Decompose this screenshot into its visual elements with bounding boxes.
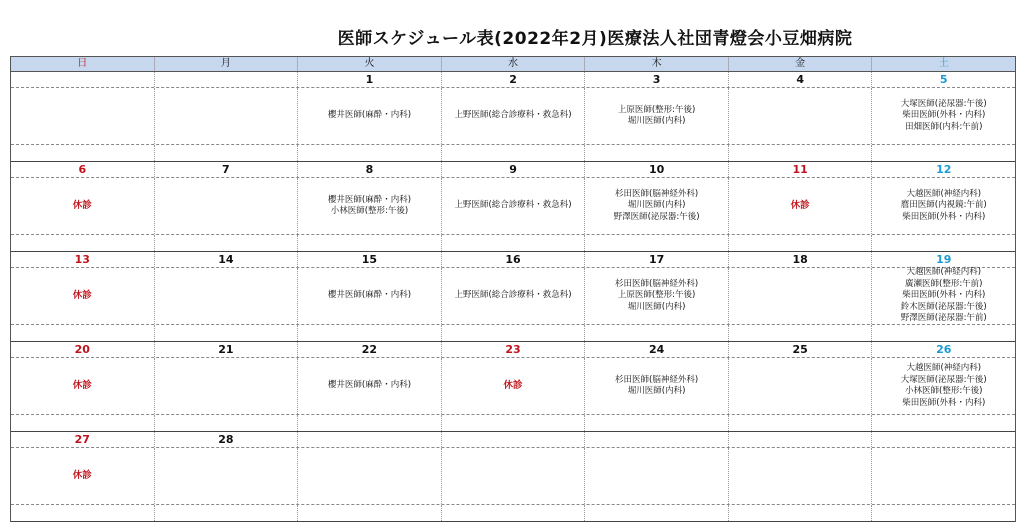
spacer-cell <box>11 505 155 521</box>
spacer-cell <box>298 415 442 431</box>
doctor-entry: 堀川医師(内科) <box>627 386 686 396</box>
date-number: 11 <box>729 162 873 177</box>
closed-label: 休診 <box>790 200 810 212</box>
doctor-entry: 麿田医師(内視鏡:午前) <box>900 200 987 211</box>
day-cell <box>729 358 873 414</box>
calendar-grid <box>10 56 1016 522</box>
spacer-cell <box>872 145 1015 161</box>
date-number: 8 <box>298 162 442 177</box>
spacer-cell <box>872 415 1015 431</box>
day-cell <box>872 448 1015 504</box>
spacer-cell <box>11 415 155 431</box>
date-number: 12 <box>936 163 952 176</box>
date-number <box>155 72 299 87</box>
spacer-cell <box>729 415 873 431</box>
week-schedule-row <box>11 358 1015 415</box>
doctor-entry: 堀川医師(内科) <box>627 116 686 126</box>
spacer-cell <box>442 505 586 521</box>
weekday-monday: 月 <box>155 57 299 71</box>
day-cell <box>298 178 442 234</box>
doctor-entry: 上野医師(総合診療科・救急科) <box>454 290 572 301</box>
spacer-cell <box>585 325 729 341</box>
day-cell <box>872 178 1015 234</box>
weekday-header <box>11 57 1015 72</box>
closed-label: 休診 <box>72 200 92 212</box>
date-number: 4 <box>729 72 873 87</box>
date-number <box>585 432 729 447</box>
date-number: 28 <box>155 432 299 447</box>
day-cell <box>872 268 1015 324</box>
doctor-entry: 上原医師(整形:午後) <box>617 104 696 115</box>
spacer-cell <box>729 505 873 521</box>
week-spacer-row <box>11 505 1015 521</box>
day-cell <box>442 358 586 414</box>
date-number: 26 <box>936 343 952 356</box>
doctor-entry: 野澤医師(泌尿器:午前) <box>900 313 987 324</box>
spacer-cell <box>155 325 299 341</box>
week-schedule-row <box>11 178 1015 235</box>
spacer-cell <box>298 505 442 521</box>
date-number: 7 <box>155 162 299 177</box>
weekday-saturday: 土 <box>938 58 949 69</box>
spacer-cell <box>11 235 155 251</box>
closed-label: 休診 <box>72 470 92 482</box>
spacer-cell <box>11 325 155 341</box>
page-title: 医師スケジュール表(2022年2月)医療法人社団青燈会小豆畑病院 <box>337 29 853 49</box>
week-date-row <box>11 252 1015 268</box>
spacer-cell <box>585 415 729 431</box>
doctor-entry: 柴田医師(外科・内科) <box>902 211 986 222</box>
doctor-entry: 大塚医師(泌尿器:午後) <box>900 98 987 109</box>
day-cell <box>872 358 1015 414</box>
date-number <box>11 72 155 87</box>
date-number: 3 <box>585 72 729 87</box>
day-cell <box>442 88 586 144</box>
day-cell <box>442 178 586 234</box>
day-cell <box>155 178 299 234</box>
date-number: 10 <box>585 162 729 177</box>
week-schedule-row <box>11 268 1015 325</box>
closed-label: 休診 <box>72 290 92 302</box>
day-cell <box>585 88 729 144</box>
doctor-entry: 大越医師(神経内科) <box>906 363 982 373</box>
day-cell <box>155 268 299 324</box>
day-cell <box>11 358 155 414</box>
doctor-entry: 小林医師(整形:午後) <box>330 206 409 216</box>
spacer-cell <box>298 145 442 161</box>
doctor-entry: 上原医師(整形:午後) <box>617 290 696 301</box>
weekday-friday: 金 <box>729 57 873 71</box>
doctor-entry: 大越医師(神経内科) <box>906 267 982 278</box>
date-number: 9 <box>442 162 586 177</box>
day-cell <box>11 448 155 504</box>
week-spacer-row <box>11 415 1015 431</box>
date-number: 13 <box>11 252 155 267</box>
day-cell <box>155 88 299 144</box>
day-cell <box>11 178 155 234</box>
date-number <box>729 432 873 447</box>
calendar-weeks <box>11 72 1015 522</box>
day-cell <box>729 88 873 144</box>
doctor-entry: 櫻井医師(麻酔・内科) <box>327 380 412 391</box>
doctor-entry: 柴田医師(外科・内科) <box>902 397 986 408</box>
date-number: 23 <box>442 342 586 357</box>
date-number <box>298 432 442 447</box>
doctor-entry: 杉田医師(脳神経外科) <box>615 188 699 199</box>
day-cell <box>298 358 442 414</box>
week-spacer-row <box>11 235 1015 251</box>
doctor-entry: 杉田医師(脳神経外科) <box>615 278 699 289</box>
day-cell <box>442 448 586 504</box>
doctor-entry: 櫻井医師(麻酔・内科) <box>327 290 412 301</box>
spacer-cell <box>155 145 299 161</box>
date-number: 15 <box>298 252 442 267</box>
calendar-week <box>11 162 1015 252</box>
doctor-entry: 廣瀬医師(整形:午前) <box>905 278 983 289</box>
day-cell <box>585 268 729 324</box>
spacer-cell <box>155 415 299 431</box>
week-spacer-row <box>11 325 1015 341</box>
doctor-entry: 大越医師(神経内科) <box>906 188 982 199</box>
date-number: 20 <box>11 342 155 357</box>
day-cell <box>155 448 299 504</box>
day-cell <box>442 268 586 324</box>
date-number: 18 <box>729 252 873 267</box>
spacer-cell <box>872 325 1015 341</box>
day-cell <box>585 448 729 504</box>
weekday-wednesday: 水 <box>442 57 586 71</box>
weekday-thursday: 木 <box>585 57 729 71</box>
date-number: 14 <box>155 252 299 267</box>
weekday-sunday: 日 <box>11 57 155 71</box>
doctor-entry: 柴田医師(外科・内科) <box>902 290 986 301</box>
doctor-entry: 大塚医師(泌尿器:午後) <box>900 374 987 385</box>
day-cell <box>11 88 155 144</box>
day-cell <box>729 178 873 234</box>
week-schedule-row <box>11 448 1015 505</box>
day-cell <box>298 268 442 324</box>
doctor-entry: 鈴木医師(泌尿器:午後) <box>900 301 987 312</box>
doctor-entry: 小林医師(整形:午後) <box>905 386 983 396</box>
spacer-cell <box>872 235 1015 251</box>
spacer-cell <box>872 505 1015 521</box>
date-number: 25 <box>729 342 873 357</box>
calendar-week <box>11 252 1015 342</box>
spacer-cell <box>442 325 586 341</box>
doctor-entry: 野澤医師(泌尿器:午後) <box>613 211 700 222</box>
week-date-row <box>11 72 1015 88</box>
week-date-row <box>11 432 1015 448</box>
day-cell <box>872 88 1015 144</box>
date-number: 2 <box>442 72 586 87</box>
doctor-entry: 上野医師(総合診療科・救急科) <box>454 110 572 121</box>
day-cell <box>11 268 155 324</box>
day-cell <box>298 448 442 504</box>
spacer-cell <box>298 235 442 251</box>
date-number: 24 <box>585 342 729 357</box>
date-number: 17 <box>585 252 729 267</box>
date-number: 27 <box>11 432 155 447</box>
date-number: 22 <box>298 342 442 357</box>
week-date-row <box>11 162 1015 178</box>
date-number: 19 <box>936 253 952 266</box>
weekday-tuesday: 火 <box>298 57 442 71</box>
closed-label: 休診 <box>72 380 92 392</box>
day-cell <box>729 268 873 324</box>
doctor-entry: 堀川医師(内科) <box>627 301 686 312</box>
spacer-cell <box>585 505 729 521</box>
spacer-cell <box>155 505 299 521</box>
spacer-cell <box>729 325 873 341</box>
calendar-week <box>11 432 1015 522</box>
spacer-cell <box>442 235 586 251</box>
date-number: 1 <box>298 72 442 87</box>
spacer-cell <box>585 235 729 251</box>
doctor-entry: 上野医師(総合診療科・救急科) <box>454 200 572 211</box>
doctor-entry: 杉田医師(脳神経外科) <box>615 374 699 385</box>
doctor-entry: 田畑医師(内科:午前) <box>905 121 983 132</box>
date-number <box>442 432 586 447</box>
date-number: 21 <box>155 342 299 357</box>
week-schedule-row <box>11 88 1015 145</box>
calendar-week <box>11 72 1015 162</box>
day-cell <box>585 178 729 234</box>
day-cell <box>729 448 873 504</box>
doctor-entry: 堀川医師(内科) <box>627 200 686 211</box>
spacer-cell <box>729 145 873 161</box>
week-date-row <box>11 342 1015 358</box>
spacer-cell <box>442 415 586 431</box>
doctor-entry: 櫻井医師(麻酔・内科) <box>327 194 412 205</box>
closed-label: 休診 <box>503 380 523 392</box>
date-number: 5 <box>939 73 948 86</box>
day-cell <box>298 88 442 144</box>
date-number <box>872 432 1015 447</box>
spacer-cell <box>585 145 729 161</box>
day-cell <box>155 358 299 414</box>
spacer-cell <box>729 235 873 251</box>
spacer-cell <box>155 235 299 251</box>
day-cell <box>585 358 729 414</box>
week-spacer-row <box>11 145 1015 161</box>
date-number: 16 <box>442 252 586 267</box>
doctor-entry: 櫻井医師(麻酔・内科) <box>327 110 412 121</box>
calendar-week <box>11 342 1015 432</box>
date-number: 6 <box>11 162 155 177</box>
doctor-entry: 柴田医師(外科・内科) <box>902 110 986 121</box>
spacer-cell <box>442 145 586 161</box>
spacer-cell <box>298 325 442 341</box>
spacer-cell <box>11 145 155 161</box>
